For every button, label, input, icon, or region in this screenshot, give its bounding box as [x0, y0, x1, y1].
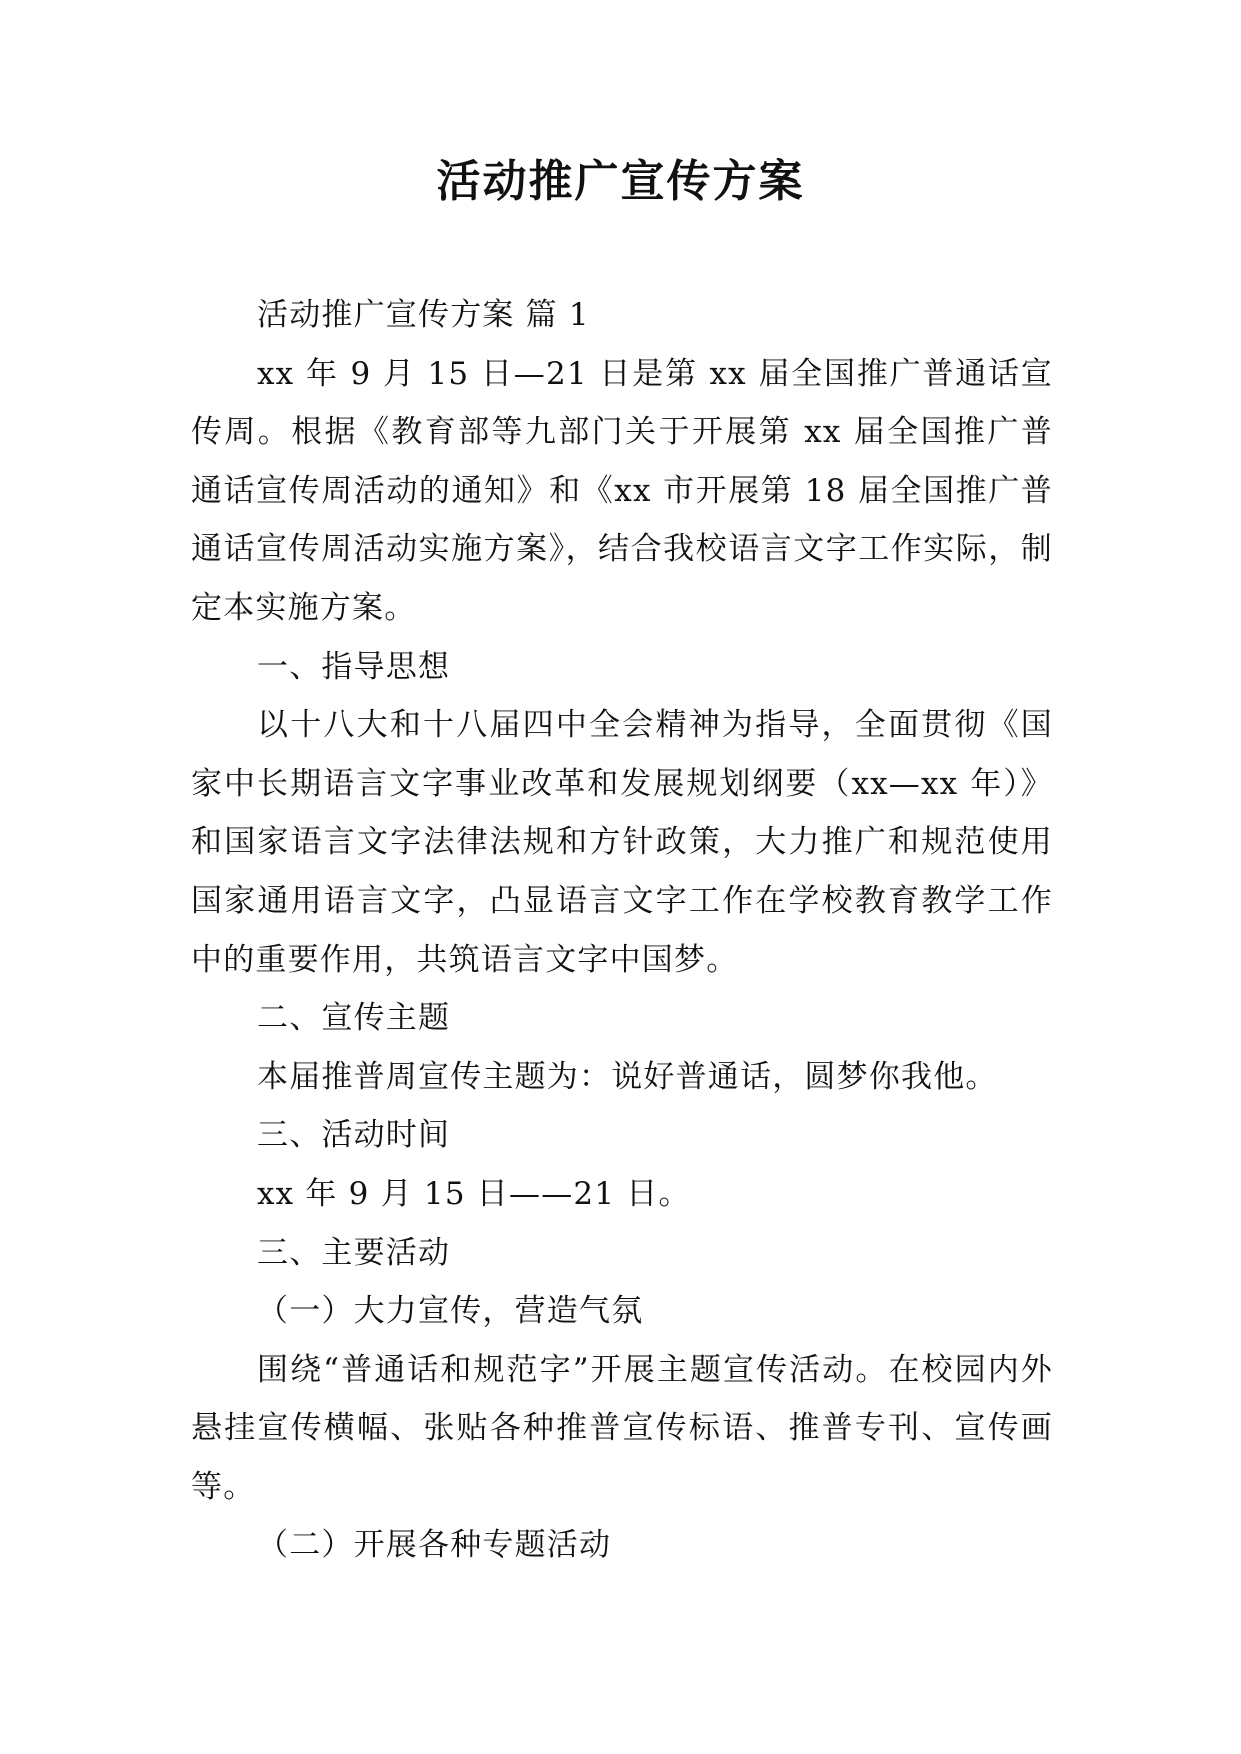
- section-heading: 三、主要活动: [257, 1234, 451, 1271]
- subsection-heading: （二）开展各种专题活动: [257, 1527, 612, 1564]
- body-paragraph: 围绕“普通话和规范字”开展主题宣传活动。在校园内外悬挂宣传横幅、张贴各种推普宣传标语、推普专刊、宣传画等。: [191, 1351, 1053, 1505]
- body-paragraph: xx 年 9 月 15 日—21 日是第 xx 届全国推广普通话宣传周。根据《教育部等九部门关于开展第 xx 届全国推广普通话宣传周活动的通知》和《xx 市开展第 18 届全国推广普通话宣传周活动实施方案》，结合我校语言文字工作实际，制定本实施方案。: [191, 355, 1053, 626]
- body-paragraph: 以十八大和十八届四中全会精神为指导，全面贯彻《国家中长期语言文字事业改革和发展规划纲要（xx—xx 年）》和国家语言文字法律法规和方针政策，大力推广和规范使用国家通用语言文字，凸显语言文字工作在学校教育教学工作中的重要作用，共筑语言文字中国梦。: [191, 707, 1053, 978]
- document-title: 活动推广宣传方案: [436, 156, 805, 207]
- section-heading: 三、活动时间: [257, 1117, 451, 1154]
- subsection-heading: （一）大力宣传，营造气氛: [257, 1293, 644, 1330]
- body-paragraph: 本届推普周宣传主题为：说好普通话，圆梦你我他。: [257, 1058, 998, 1095]
- section-heading: 一、指导思想: [257, 648, 451, 685]
- section-heading: 二、宣传主题: [257, 1000, 451, 1037]
- section-heading: 活动推广宣传方案 篇 1: [257, 297, 590, 333]
- body-paragraph: xx 年 9 月 15 日——21 日。: [257, 1175, 691, 1212]
- document-body: [191, 286, 1053, 1575]
